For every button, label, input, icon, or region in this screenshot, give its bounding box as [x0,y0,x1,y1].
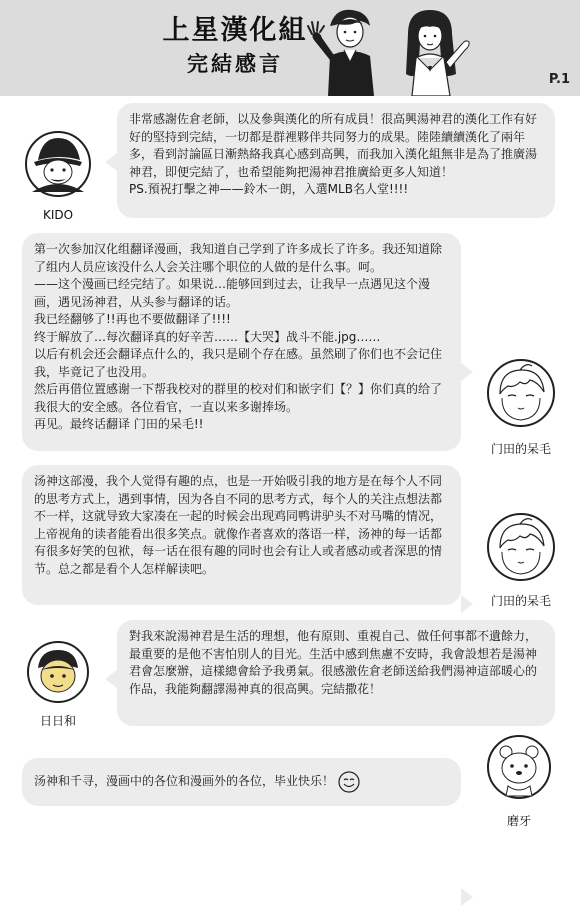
kido-avatar [24,130,92,198]
contributor-name: 门田的呆毛 [490,594,551,608]
comment-bubble [22,465,461,605]
comment-bubble [117,103,555,218]
comment-bubble [22,758,461,806]
contributor-name: 门田的呆毛 [490,442,551,456]
comment-text: 非常感謝佐倉老師，以及參與漢化的所有成員！很高興湯神君的漢化工作有好好的堅持到完結，一切都是群裡夥伴共同努力的成果。陸陸續續漢化了兩年多，看到討論區日漸熱絡我真心感到高興，而我加入漢化組無非是為了推廣湯神君，即便完結了，也希望能夠把湯神君推廣給更多人知道！ PS.預祝打擊之神——鈴木一朗，入選MLB名人堂!!!! [129,112,538,196]
comment-bubble [117,620,555,726]
mentian-avatar [486,512,556,582]
comment-text: 汤神和千寻，漫画中的各位和漫画外的各位，毕业快乐！ [34,774,335,789]
contributor-name: KIDO [42,208,74,222]
title-line-2: 完結感言 [187,52,283,76]
comment-text: 汤神这部漫，我个人觉得有趣的点，也是一开始吸引我的地方是在每个人不同的思考方式上，遇到事情，因为各自不同的思考方式，每个人的关注点想法都不一样，这就导致大家凑在一起的时候会出现鸡同鸭讲驴头不对马嘴的情况，上帝视角的读者能看出很多笑点。就像作者喜欢的落语一样，汤神的每一话都有很多好笑的包袱，每一话在很有趣的同时也会有让人或者感动或者深思的情节。总之都是看个人怎样解读吧。 [34,474,443,576]
ririhe-avatar [26,640,90,704]
girl-mascot [406,10,469,96]
boy-mascot [308,10,374,96]
contributor-name: 磨牙 [506,814,531,828]
mentian-avatar [486,358,556,428]
title-line-1: 上星漢化組 [162,15,308,46]
smiley-icon [338,771,360,793]
contributor-name: 日日和 [39,714,76,728]
comment-bubble [22,233,461,451]
page-header [0,0,580,96]
moya-avatar [486,734,552,800]
mascot-illustration [300,4,480,96]
comment-text: 第一次参加汉化组翻译漫画，我知道自己学到了许多成长了许多。我还知道除了组内人员应该没什么人会关注哪个职位的人做的是什么事。呵。 ——这个漫画已经完结了。如果说…能够回到过去，让我早一点遇见这个漫画，遇见汤神君，从头参与翻译的话。 我已经翻够了!!再也不要做翻译了!!!! 终于解放了…每次翻译真的好辛苦……【大哭】战斗不能.jpg…… 以后有机会还会翻译点什么的，我只是刷个存在感。虽然刷了你们也不会记住我，毕竟记了也没用。 然后再借位置感谢一下帮我校对的群里的校对们和嵌字们【？】你们真的给了我很大的安全感。各位看官，一直以来多谢捧场。 再见。最终话翻译 门田的呆毛!! [34,242,443,431]
comment-text: 對我來說湯神君是生活的理想，他有原則、重視自己、做任何事都不遺餘力，最重要的是他不害怕別人的目光。生活中感到焦慮不安時，我會設想若是湯神君會怎麼辦，這樣總會給予我勇氣。很感激佐倉老師送給我們湯神這部暖心的作品，我能夠翻譯湯神真的很高興。完結撒花！ [129,629,538,696]
page-number: P.1 [548,72,570,87]
